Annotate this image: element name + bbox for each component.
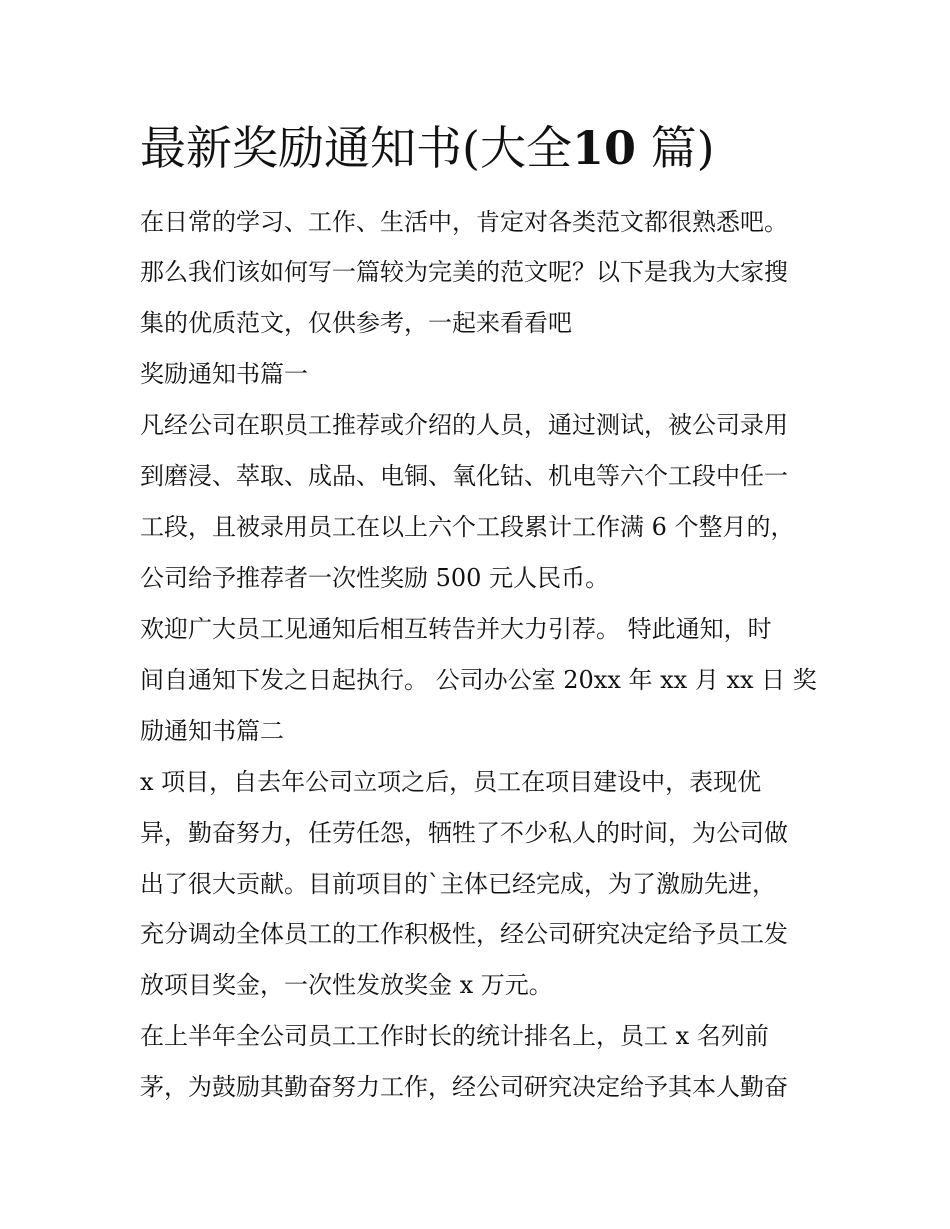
body-line: 出了很大贡献。目前项目的`主体已经完成，为了激励先进，: [140, 870, 776, 898]
section-heading: 励通知书篇二: [140, 717, 284, 745]
body-line: 工段，且被录用员工在以上六个工段累计工作满 6 个整月的，: [140, 513, 795, 541]
body-line: 在日常的学习、工作、生活中，肯定对各类范文都很熟悉吧。: [140, 208, 788, 236]
body-line: 异，勤奋努力，任劳任怨，牺牲了不少私人的时间，为公司做: [140, 819, 788, 847]
body-line: 茅，为鼓励其勤奋努力工作，经公司研究决定给予其本人勤奋: [140, 1073, 788, 1101]
body-line: 间自通知下发之日起执行。 公司办公室 20xx 年 xx 月 xx 日 奖: [140, 666, 817, 694]
body-line: 到磨浸、萃取、成品、电铜、氧化钴、机电等六个工段中任一: [140, 462, 788, 490]
title-number: 10: [571, 121, 636, 175]
title-prefix: 最新奖励通知书(大全: [140, 121, 572, 175]
section-heading: 奖励通知书篇一: [140, 360, 308, 388]
body-line: 凡经公司在职员工推荐或介绍的人员，通过测试，被公司录用: [140, 411, 788, 439]
body-line: 公司给予推荐者一次性奖励 500 元人民币。: [140, 564, 610, 592]
body-line: x 项目，自去年公司立项之后，员工在项目建设中，表现优: [140, 768, 762, 796]
title-suffix: 篇): [650, 121, 715, 175]
body-line: 集的优质范文，仅供参考，一起来看看吧: [140, 309, 572, 337]
body-line: 欢迎广大员工见通知后相互转告并大力引荐。 特此通知，时: [140, 615, 772, 643]
body-line: 充分调动全体员工的工作积极性，经公司研究决定给予员工发: [140, 920, 788, 948]
body-line: 那么我们该如何写一篇较为完美的范文呢？以下是我为大家搜: [140, 258, 788, 286]
document-title: [140, 118, 715, 178]
body-line: 在上半年全公司员工工作时长的统计排名上，员工 x 名列前: [140, 1022, 769, 1050]
body-line: 放项目奖金，一次性发放奖金 x 万元。: [140, 971, 553, 999]
